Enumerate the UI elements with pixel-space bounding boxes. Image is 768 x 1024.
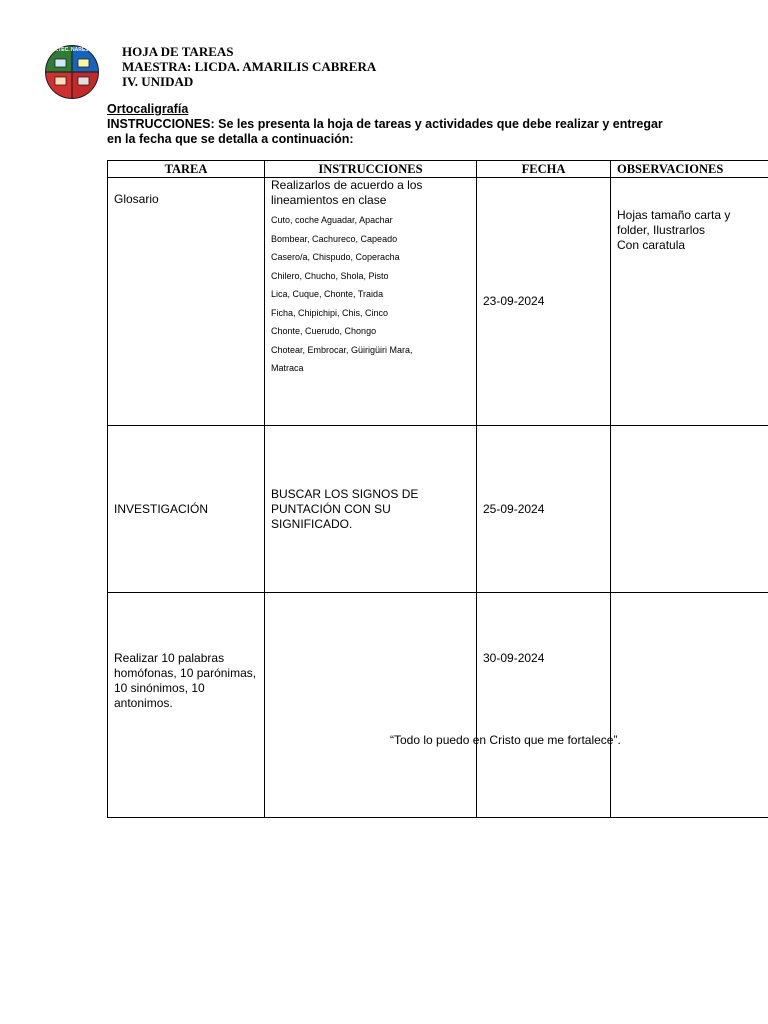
instruction-cell bbox=[265, 593, 477, 818]
list-item: Chonte, Cuerudo, Chongo bbox=[271, 326, 377, 336]
table-row bbox=[108, 426, 768, 593]
header-instrucciones: INSTRUCCIONES bbox=[265, 161, 477, 178]
list-item: Lica, Cuque, Chonte, Traida bbox=[271, 289, 384, 299]
observations-cell bbox=[611, 178, 768, 426]
header-tarea: TAREA bbox=[108, 161, 265, 178]
observation-line: Hojas tamaño carta y bbox=[617, 208, 731, 222]
list-item: Chilero, Chucho, Shola, Pisto bbox=[271, 270, 389, 281]
date-text: 23-09-2024 bbox=[483, 294, 545, 308]
date-cell bbox=[477, 593, 611, 818]
observation-line: folder, Ilustrarlos bbox=[617, 223, 706, 237]
date-text: 25-09-2024 bbox=[483, 501, 545, 516]
observations-cell bbox=[611, 593, 768, 818]
instructions-text: INSTRUCCIONES: Se les presenta la hoja de tareas y actividades que debe realizar y entregar en la fecha que se detalla a continuación: bbox=[107, 117, 663, 146]
date-cell bbox=[477, 426, 611, 593]
list-item: Matraca bbox=[271, 363, 304, 373]
logo-text: I.TEC. NARES bbox=[55, 47, 89, 53]
instruction-text: BUSCAR LOS SIGNOS DE PUNTACIÓN CON SU SIGNIFICADO. bbox=[271, 486, 419, 531]
list-item: Casero/a, Chispudo, Coperacha bbox=[271, 252, 400, 262]
list-item: Bombear, Cachureco, Capeado bbox=[271, 233, 398, 244]
date-text: 30-09-2024 bbox=[483, 651, 545, 665]
task-text: INVESTIGACIÓN bbox=[114, 501, 209, 516]
instruction-text: Realizarlos de acuerdo a los lineamientos en clase bbox=[271, 178, 423, 207]
table-row bbox=[108, 593, 768, 818]
task-cell bbox=[108, 593, 265, 818]
footer-quote: “Todo lo puedo en Cristo que me fortalece”. bbox=[390, 733, 621, 747]
task-text: Realizar 10 palabras homófonas, 10 parónimas, 10 sinónimos, 10 antonimos. bbox=[114, 651, 257, 710]
subject-title: Ortocaligrafía bbox=[107, 102, 189, 116]
observations-cell bbox=[611, 426, 768, 593]
observation-line: Con caratula bbox=[617, 238, 686, 252]
tasks-table bbox=[107, 160, 768, 818]
date-cell bbox=[477, 178, 611, 426]
school-logo bbox=[41, 43, 103, 99]
header-observaciones: OBSERVACIONES bbox=[611, 161, 768, 178]
document-title: HOJA DE TAREAS bbox=[122, 44, 234, 59]
document-header bbox=[122, 44, 376, 89]
table-header-row bbox=[108, 161, 768, 178]
intro-section bbox=[107, 102, 667, 147]
task-cell bbox=[108, 178, 265, 426]
glossary-word-list bbox=[271, 211, 470, 378]
list-item: Chotear, Embrocar, Güirigüiri Mara, bbox=[271, 344, 413, 355]
instruction-cell bbox=[265, 426, 477, 593]
header-fecha: FECHA bbox=[477, 161, 611, 178]
task-text: Glosario bbox=[114, 192, 159, 206]
list-item: Cuto, coche Aguadar, Apachar bbox=[271, 215, 393, 225]
task-cell bbox=[108, 426, 265, 593]
unit-label: IV. UNIDAD bbox=[122, 74, 194, 89]
teacher-name: MAESTRA: LICDA. AMARILIS CABRERA bbox=[122, 59, 377, 74]
table-row bbox=[108, 178, 768, 426]
list-item: Ficha, Chipichipi, Chis, Cinco bbox=[271, 307, 389, 318]
instruction-cell bbox=[265, 178, 477, 426]
